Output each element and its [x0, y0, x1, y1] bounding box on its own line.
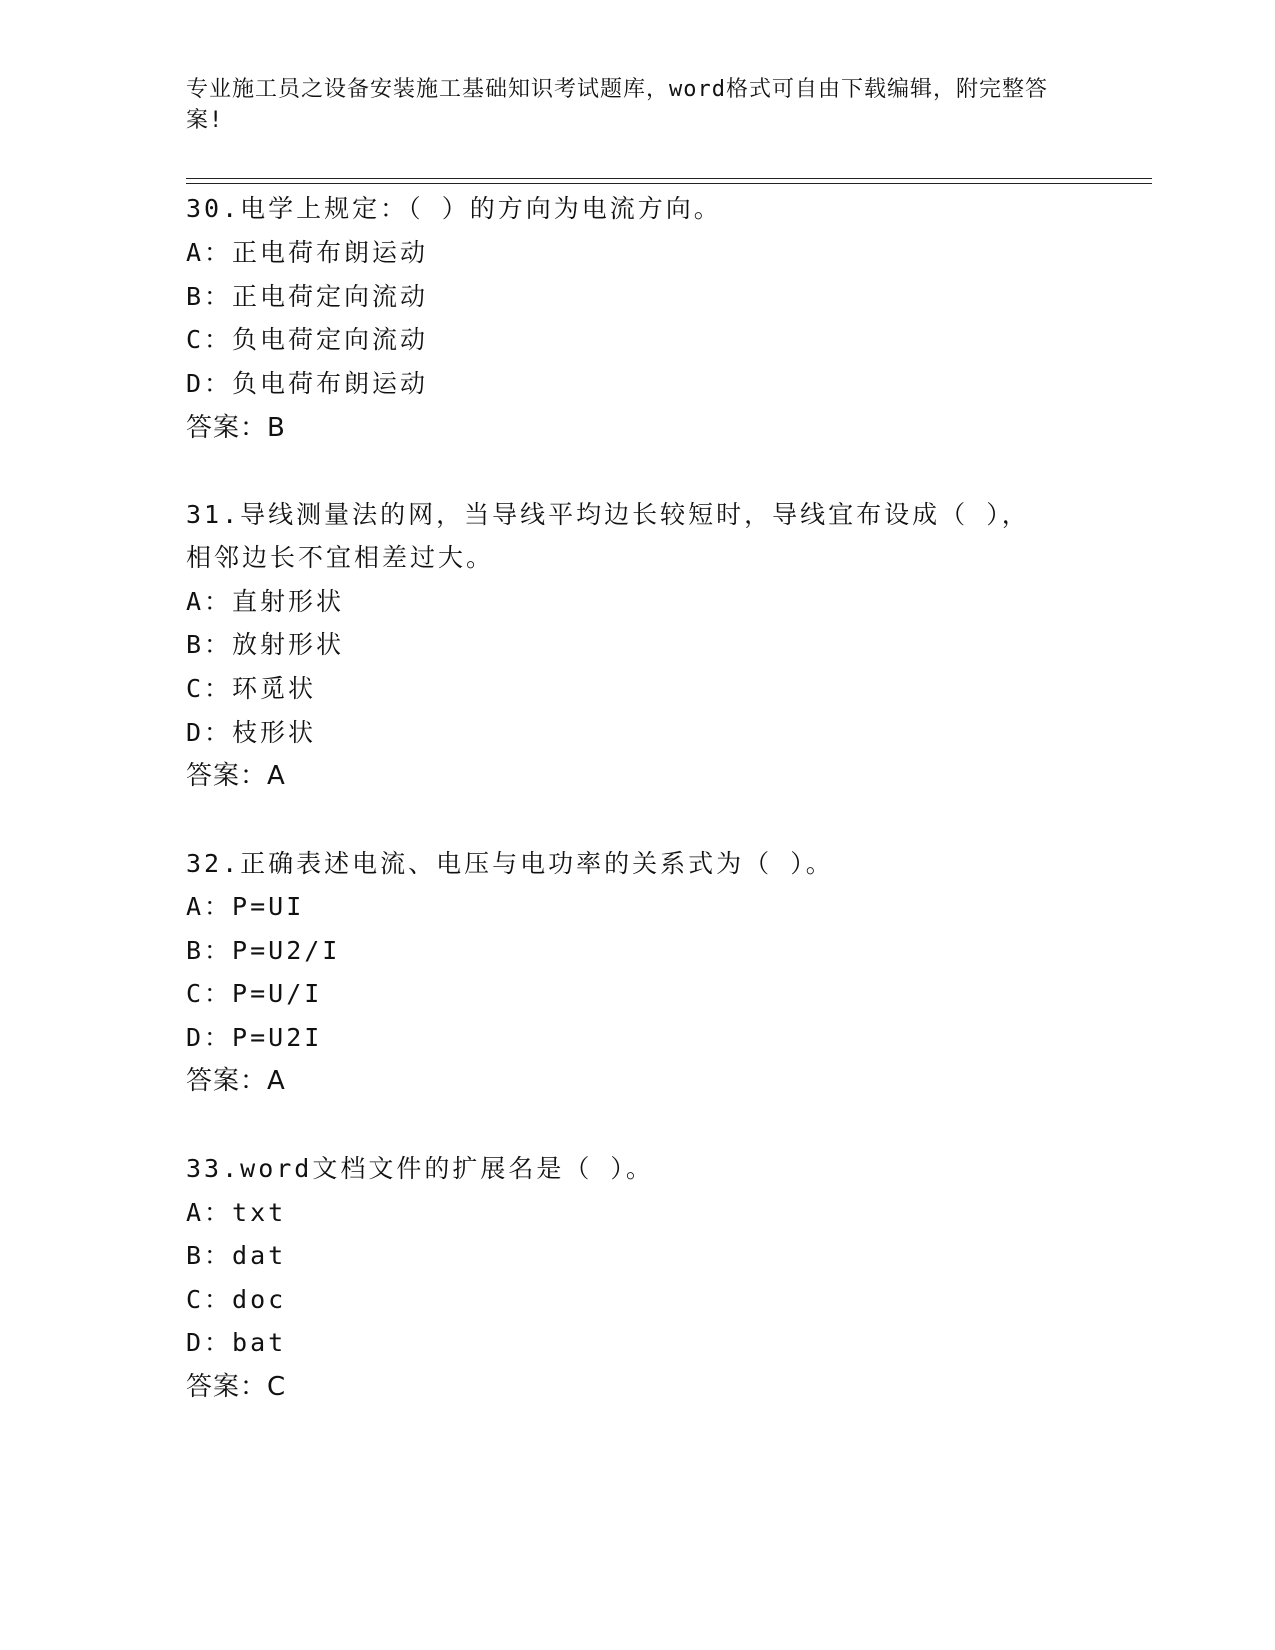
question-30-stem: 30.电学上规定：（ ）的方向为电流方向。: [186, 194, 722, 223]
question-32-stem: 32.正确表述电流、电压与电功率的关系式为（ ）。: [186, 849, 834, 878]
question-31-option-a: A：直射形状: [186, 587, 345, 616]
question-33-option-c: C：doc: [186, 1285, 287, 1314]
header-divider-bottom: [186, 183, 1152, 184]
question-32-answer: 答案：A: [186, 1066, 286, 1096]
question-31-option-c: C：环觅状: [186, 674, 317, 703]
question-32-option-c: C：P=U/I: [186, 979, 323, 1008]
question-33-option-b: B：dat: [186, 1241, 287, 1270]
question-30-answer: 答案：B: [186, 413, 286, 443]
question-32-option-d: D：P=U2I: [186, 1023, 323, 1052]
question-32-option-b: B：P=U2/I: [186, 936, 341, 965]
question-33-option-a: A：txt: [186, 1198, 287, 1227]
question-31-answer: 答案：A: [186, 761, 286, 791]
question-33-option-d: D：bat: [186, 1328, 287, 1357]
question-31-stem: 31.导线测量法的网，当导线平均边长较短时，导线宜布设成（ ），: [186, 500, 1030, 529]
question-31-stem-cont: 相邻边长不宜相差过大。: [186, 543, 495, 572]
question-30-option-b: B：正电荷定向流动: [186, 282, 429, 311]
question-30-option-d: D：负电荷布朗运动: [186, 369, 429, 398]
question-30-option-a: A：正电荷布朗运动: [186, 238, 429, 267]
header-divider-top: [186, 178, 1152, 179]
question-33-stem: 33.word文档文件的扩展名是（ ）。: [186, 1154, 654, 1183]
document-intro: 专业施工员之设备安装施工基础知识考试题库，word格式可自由下载编辑，附完整答案!: [186, 77, 1048, 133]
question-32-option-a: A：P=UI: [186, 892, 305, 921]
question-33-answer: 答案：C: [186, 1372, 287, 1402]
question-31-option-d: D：枝形状: [186, 718, 317, 747]
question-31-option-b: B：放射形状: [186, 630, 345, 659]
question-30-option-c: C：负电荷定向流动: [186, 325, 429, 354]
